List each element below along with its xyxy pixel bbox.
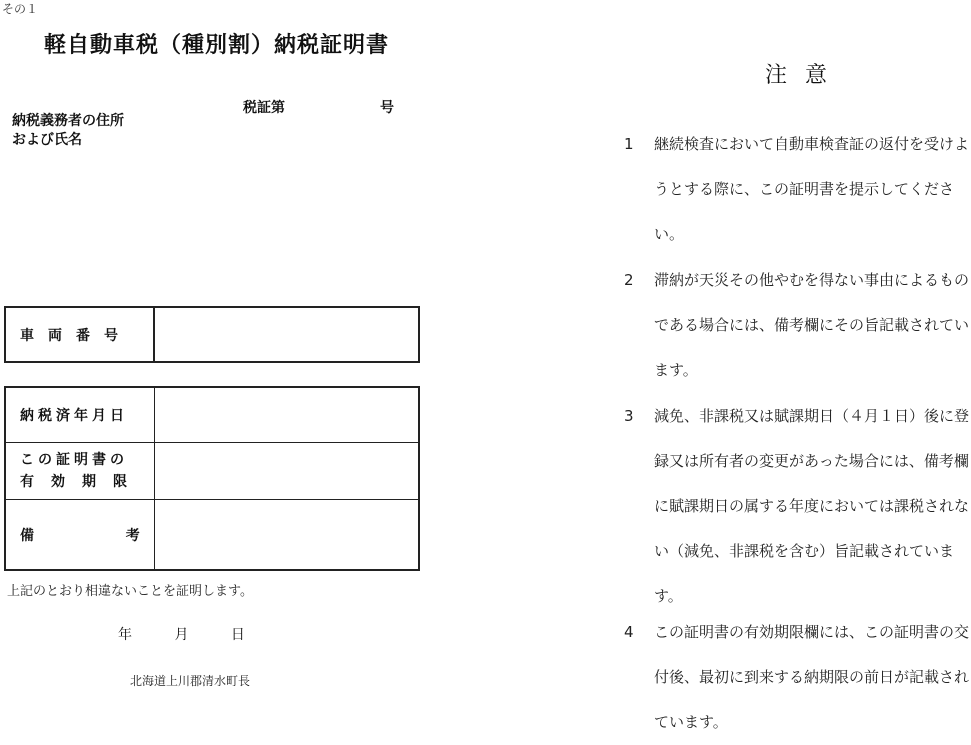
page-number-label: その１ [2, 2, 39, 16]
notice-item [624, 610, 971, 745]
notice-item-text: 継続検査において自動車検査証の返付を受けようとする際に、この証明書を提示してください。 [654, 135, 970, 243]
remarks-label-b: 考 [125, 527, 140, 544]
issue-date [118, 624, 283, 644]
vehicle-number-table [4, 306, 420, 363]
certificate-number-suffix: 号 [380, 100, 394, 116]
certification-statement: 上記のとおり相違ないことを証明します。 [7, 584, 253, 599]
taxpayer-label-line2: および氏名 [12, 132, 82, 148]
taxpayer-label-line1: 納税義務者の住所 [12, 113, 124, 129]
remarks-label-a: 備 [20, 527, 34, 544]
vehicle-number-label: 車両番号 [5, 307, 154, 362]
table-row [5, 387, 419, 442]
notice-item-text: 減免、非課税又は賦課期日（４月１日）後に登録又は所有者の変更があった場合には、備考欄に賦課期日の属する年度においては課税されない（減免、非課税を含む）旨記載されています。 [654, 407, 970, 605]
notice-item-text: この証明書の有効期限欄には、この証明書の交付後、最初に到来する納期限の前日が記載されています。 [654, 623, 970, 731]
notice-item [624, 258, 971, 393]
vehicle-number-value[interactable] [154, 307, 419, 362]
notice-item-number: 1 [624, 135, 634, 153]
notice-title: 注意 [765, 63, 846, 88]
date-month: 月 [174, 627, 189, 643]
table-row [5, 442, 419, 499]
notice-item-number: 4 [624, 623, 634, 641]
document-title: 軽自動車税（種別割）納税証明書 [44, 33, 390, 58]
payment-date-value[interactable] [154, 387, 419, 442]
validity-value[interactable] [154, 442, 419, 499]
notice-item-number: 3 [624, 407, 634, 425]
taxpayer-label [12, 112, 124, 150]
validity-label [5, 442, 154, 499]
remarks-value[interactable] [154, 500, 419, 570]
notice-item-number: 2 [624, 271, 634, 289]
validity-label-line1: この証明書の [20, 451, 128, 468]
date-day: 日 [230, 627, 245, 643]
tax-details-table [4, 386, 420, 571]
validity-label-line2: 有効期限 [20, 473, 144, 490]
certificate-number-label: 税証第 [243, 100, 285, 116]
notice-item-text: 滞納が天災その他やむを得ない事由によるものである場合には、備考欄にその旨記載されています。 [654, 271, 970, 379]
date-year: 年 [118, 627, 132, 643]
payment-date-label: 納税済年月日 [5, 387, 154, 442]
remarks-label [5, 500, 154, 570]
table-row [5, 500, 419, 570]
notice-item [624, 122, 971, 257]
issuer-name: 北海道上川郡清水町長 [130, 674, 251, 688]
notice-item [624, 394, 971, 619]
